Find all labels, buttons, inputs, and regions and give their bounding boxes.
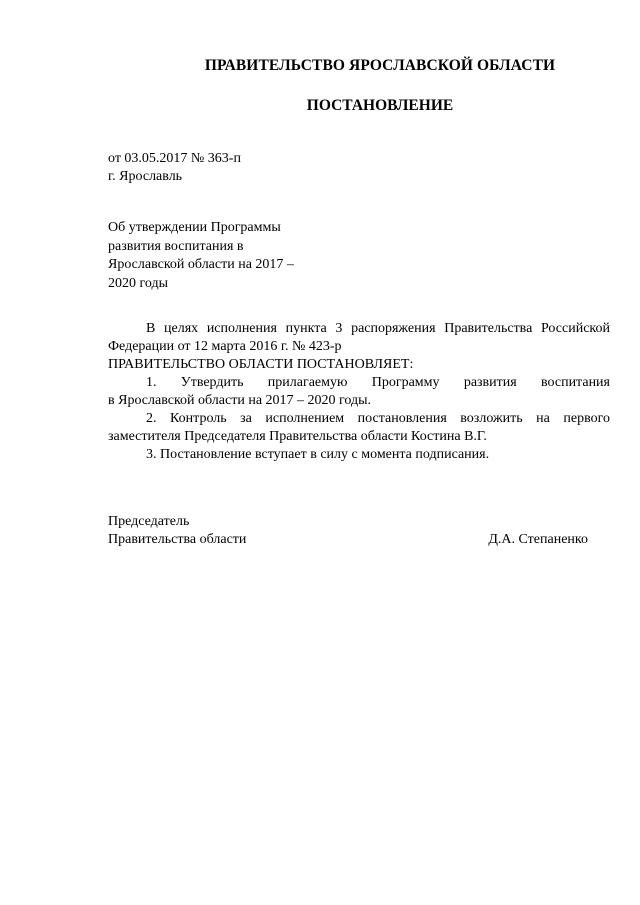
item-2: 2. Контроль за исполнением постановления возложить на первого заместителя Председателя Правительства области Костина В.Г. [108, 411, 610, 444]
signature-block [108, 513, 588, 549]
preamble-line: В целях исполнения пункта 3 распоряжения Правительства Российской [146, 321, 610, 336]
decree-statement: ПРАВИТЕЛЬСТВО ОБЛАСТИ ПОСТАНОВЛЯЕТ: [108, 357, 414, 372]
city: г. Ярославль [108, 169, 183, 184]
subject-line: развития воспитания в [108, 238, 244, 254]
subject-line: Ярославской области на 2017 – [108, 257, 294, 272]
signer-title-line: Правительства области [108, 532, 247, 547]
document-meta [108, 150, 241, 186]
preamble-line: Федерации от 12 марта 2016 г. № 423-р [108, 339, 342, 354]
subject-line: Об утверждении Программы [108, 220, 281, 235]
item-3: 3. Постановление вступает в силу с момента подписания. [146, 447, 490, 462]
subject-line: 2020 годы [108, 275, 169, 291]
date-number: от 03.05.2017 № 363-п [108, 151, 241, 166]
document-body [108, 320, 610, 464]
document-type: ПОСТАНОВЛЕНИЕ [306, 97, 454, 114]
item-1-line: в Ярославской области на 2017 – 2020 годы. [108, 393, 372, 408]
signature-row [108, 531, 588, 549]
government-title: ПРАВИТЕЛЬСТВО ЯРОСЛАВСКОЙ ОБЛАСТИ [204, 57, 556, 74]
signer-name: Д.А. Степаненко [488, 532, 588, 547]
document-subject [108, 219, 294, 293]
signer-title-line: Председатель [108, 514, 190, 529]
item-1-line: 1. Утвердить прилагаемую Программу развития воспитания [146, 375, 610, 390]
